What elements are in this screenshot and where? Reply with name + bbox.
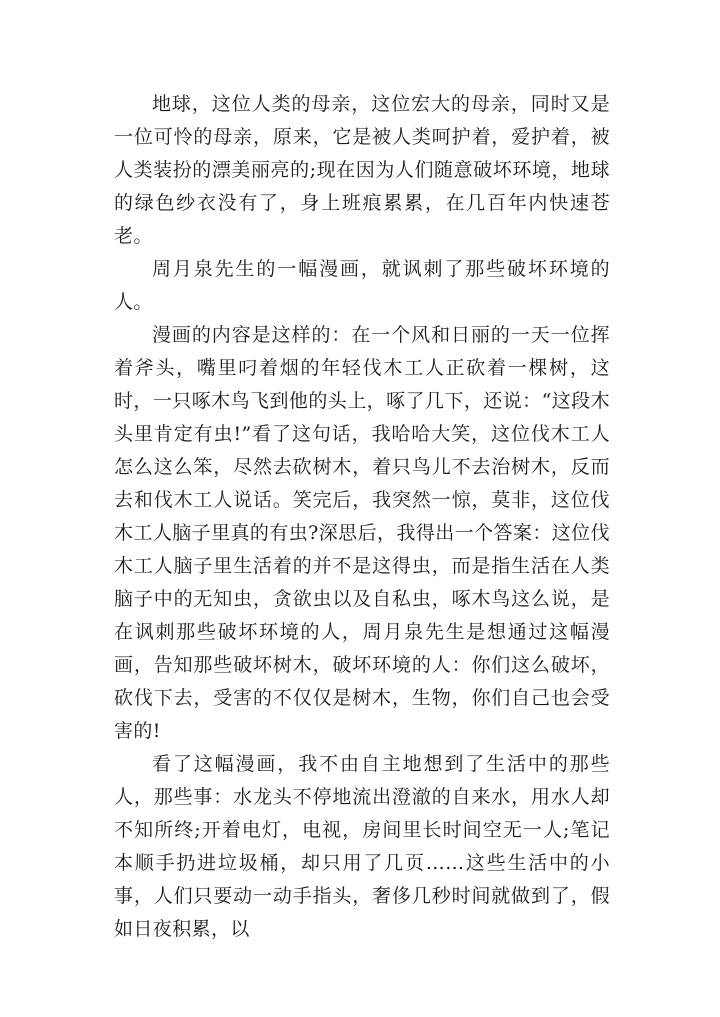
document-body	[114, 88, 610, 946]
paragraph-cartoon-content: 漫画的内容是这样的：在一个风和日丽的一天一位挥着斧头，嘴里叼着烟的年轻伐木工人正砍着一棵树，这时，一只啄木鸟飞到他的头上，啄了几下，还说：“这段木头里肯定有虫!”看了这句话，我哈哈大笑，这位伐木工人怎么这么笨，尽然去砍树木，着只鸟儿不去治树木，反而去和伐木工人说话。笑完后，我突然一惊，莫非，这位伐木工人脑子里真的有虫?深思后，我得出一个答案：这位伐木工人脑子里生活着的并不是这得虫，而是指生活在人类脑子中的无知虫，贪欲虫以及自私虫，啄木鸟这么说，是在讽刺那些破坏环境的人，周月泉先生是想通过这幅漫画，告知那些破坏树木，破坏环境的人：你们这么破坏，砍伐下去，受害的不仅仅是树木，生物，你们自己也会受害的!	[114, 324, 610, 742]
paragraph-cartoon-intro: 周月泉先生的一幅漫画，就讽刺了那些破坏环境的人。	[114, 258, 610, 313]
paragraph-earth-mother: 地球，这位人类的母亲，这位宏大的母亲，同时又是一位可怜的母亲，原来，它是被人类呵护着，爱护着，被人类装扮的漂美丽亮的;现在因为人们随意破坏环境，地球的绿色纱衣没有了，身上班痕累累，在几百年内快速苍老。	[114, 93, 610, 247]
paragraph-daily-life: 看了这幅漫画，我不由自主地想到了生活中的那些人，那些事：水龙头不停地流出澄澈的自来水，用水人却不知所终;开着电灯，电视，房间里长时间空无一人;笔记本顺手扔进垃圾桶，却只用了几页……这些生活中的小事，人们只要动一动手指头，奢侈几秒时间就做到了，假如日夜积累，以	[114, 753, 610, 940]
